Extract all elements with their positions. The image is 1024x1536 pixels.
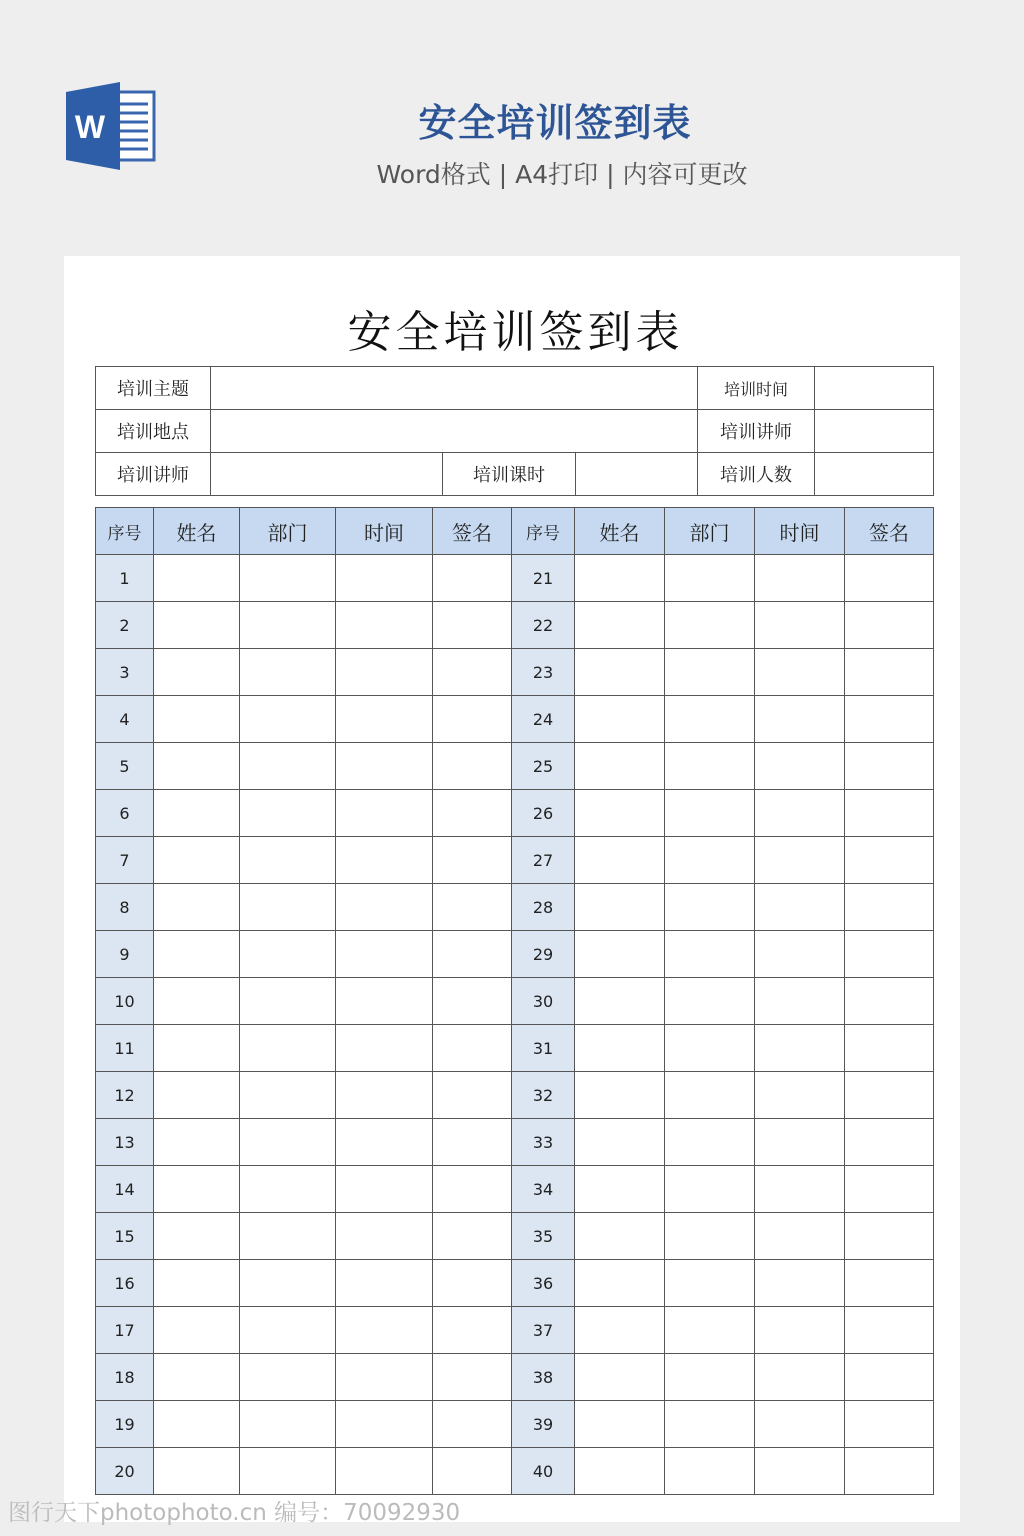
sign-cell[interactable] bbox=[433, 1401, 512, 1448]
banner-title: 安全培训签到表 bbox=[418, 101, 692, 145]
time-cell[interactable] bbox=[755, 1072, 845, 1119]
name-cell[interactable] bbox=[575, 1166, 665, 1213]
sign-cell[interactable] bbox=[433, 1260, 512, 1307]
lecturer-field-2[interactable] bbox=[211, 453, 443, 496]
name-cell[interactable] bbox=[154, 1307, 240, 1354]
hours-field[interactable] bbox=[576, 453, 698, 496]
sign-cell[interactable] bbox=[845, 1072, 934, 1119]
sign-cell[interactable] bbox=[845, 1166, 934, 1213]
table-row bbox=[96, 1025, 934, 1072]
sign-cell[interactable] bbox=[845, 1119, 934, 1166]
row-number: 23 bbox=[512, 649, 575, 696]
time-cell[interactable] bbox=[336, 743, 433, 790]
sign-cell[interactable] bbox=[433, 931, 512, 978]
sign-cell[interactable] bbox=[433, 649, 512, 696]
name-cell[interactable] bbox=[154, 602, 240, 649]
sign-cell[interactable] bbox=[845, 696, 934, 743]
row-number: 27 bbox=[512, 837, 575, 884]
sign-cell[interactable] bbox=[845, 1213, 934, 1260]
time-label: 培训时间 bbox=[698, 367, 815, 410]
table-row bbox=[96, 1307, 934, 1354]
banner-subtitle: Word格式 | A4打印 | 内容可更改 bbox=[376, 160, 748, 189]
time-cell[interactable] bbox=[755, 1307, 845, 1354]
location-field[interactable] bbox=[211, 410, 698, 453]
sign-cell[interactable] bbox=[845, 1260, 934, 1307]
time-cell[interactable] bbox=[336, 602, 433, 649]
name-cell[interactable] bbox=[575, 1260, 665, 1307]
table-row bbox=[96, 790, 934, 837]
time-cell[interactable] bbox=[336, 555, 433, 602]
row-number: 5 bbox=[96, 743, 154, 790]
row-number: 6 bbox=[96, 790, 154, 837]
row-number: 22 bbox=[512, 602, 575, 649]
table-row bbox=[96, 1072, 934, 1119]
sign-cell[interactable] bbox=[433, 555, 512, 602]
row-number: 24 bbox=[512, 696, 575, 743]
sign-cell[interactable] bbox=[845, 649, 934, 696]
name-cell[interactable] bbox=[154, 1072, 240, 1119]
sign-cell[interactable] bbox=[433, 696, 512, 743]
dept-cell[interactable] bbox=[240, 978, 336, 1025]
time-cell[interactable] bbox=[336, 1354, 433, 1401]
time-cell[interactable] bbox=[755, 1401, 845, 1448]
name-cell[interactable] bbox=[575, 884, 665, 931]
name-cell[interactable] bbox=[154, 1448, 240, 1495]
name-cell[interactable] bbox=[575, 1448, 665, 1495]
name-cell[interactable] bbox=[575, 1119, 665, 1166]
name-cell[interactable] bbox=[575, 602, 665, 649]
time-cell[interactable] bbox=[755, 790, 845, 837]
dept-cell[interactable] bbox=[240, 649, 336, 696]
count-field[interactable] bbox=[815, 453, 934, 496]
dept-cell[interactable] bbox=[665, 1166, 755, 1213]
row-number: 25 bbox=[512, 743, 575, 790]
table-row bbox=[96, 1260, 934, 1307]
name-cell[interactable] bbox=[575, 1354, 665, 1401]
dept-cell[interactable] bbox=[240, 1025, 336, 1072]
time-cell[interactable] bbox=[336, 1260, 433, 1307]
row-number: 4 bbox=[96, 696, 154, 743]
name-cell[interactable] bbox=[575, 743, 665, 790]
name-cell[interactable] bbox=[575, 931, 665, 978]
sign-cell[interactable] bbox=[433, 978, 512, 1025]
sign-cell[interactable] bbox=[845, 1354, 934, 1401]
name-cell[interactable] bbox=[575, 1307, 665, 1354]
row-number: 30 bbox=[512, 978, 575, 1025]
name-cell[interactable] bbox=[575, 790, 665, 837]
hours-label: 培训课时 bbox=[443, 453, 576, 496]
name-cell[interactable] bbox=[575, 1025, 665, 1072]
time-cell[interactable] bbox=[755, 1025, 845, 1072]
sign-cell[interactable] bbox=[433, 1213, 512, 1260]
sign-cell[interactable] bbox=[845, 884, 934, 931]
dept-cell[interactable] bbox=[240, 743, 336, 790]
dept-cell[interactable] bbox=[240, 1072, 336, 1119]
dept-cell[interactable] bbox=[665, 1025, 755, 1072]
dept-cell[interactable] bbox=[665, 743, 755, 790]
dept-cell[interactable] bbox=[665, 1307, 755, 1354]
row-number: 29 bbox=[512, 931, 575, 978]
dept-cell[interactable] bbox=[240, 1166, 336, 1213]
row-number: 19 bbox=[96, 1401, 154, 1448]
time-cell[interactable] bbox=[755, 1354, 845, 1401]
name-cell[interactable] bbox=[575, 649, 665, 696]
col-header-sign: 签名 bbox=[433, 508, 512, 555]
time-cell[interactable] bbox=[336, 1448, 433, 1495]
time-cell[interactable] bbox=[755, 1260, 845, 1307]
time-cell[interactable] bbox=[755, 931, 845, 978]
dept-cell[interactable] bbox=[240, 1307, 336, 1354]
name-cell[interactable] bbox=[154, 790, 240, 837]
row-number: 8 bbox=[96, 884, 154, 931]
sign-cell[interactable] bbox=[845, 1025, 934, 1072]
dept-cell[interactable] bbox=[665, 1401, 755, 1448]
dept-cell[interactable] bbox=[240, 1401, 336, 1448]
row-number: 35 bbox=[512, 1213, 575, 1260]
dept-cell[interactable] bbox=[240, 1354, 336, 1401]
name-cell[interactable] bbox=[575, 1213, 665, 1260]
table-row bbox=[96, 602, 934, 649]
dept-cell[interactable] bbox=[240, 602, 336, 649]
time-cell[interactable] bbox=[336, 1025, 433, 1072]
row-number: 17 bbox=[96, 1307, 154, 1354]
table-row bbox=[96, 1401, 934, 1448]
row-number: 39 bbox=[512, 1401, 575, 1448]
time-cell[interactable] bbox=[755, 696, 845, 743]
table-row bbox=[96, 696, 934, 743]
time-cell[interactable] bbox=[755, 743, 845, 790]
time-cell[interactable] bbox=[755, 1448, 845, 1495]
location-label: 培训地点 bbox=[96, 410, 211, 453]
table-row bbox=[96, 1119, 934, 1166]
dept-cell[interactable] bbox=[240, 1448, 336, 1495]
info-row-location bbox=[96, 410, 934, 453]
dept-cell[interactable] bbox=[240, 555, 336, 602]
time-cell[interactable] bbox=[336, 1072, 433, 1119]
table-row bbox=[96, 555, 934, 602]
name-cell[interactable] bbox=[154, 1354, 240, 1401]
info-table bbox=[95, 366, 934, 496]
time-cell[interactable] bbox=[755, 1213, 845, 1260]
col-header-dept-2: 部门 bbox=[665, 508, 755, 555]
time-cell[interactable] bbox=[336, 1166, 433, 1213]
lecturer-field[interactable] bbox=[815, 410, 934, 453]
sign-cell[interactable] bbox=[845, 837, 934, 884]
sign-cell[interactable] bbox=[845, 555, 934, 602]
row-number: 13 bbox=[96, 1119, 154, 1166]
name-cell[interactable] bbox=[154, 837, 240, 884]
dept-cell[interactable] bbox=[240, 884, 336, 931]
sign-cell[interactable] bbox=[845, 1448, 934, 1495]
table-row bbox=[96, 837, 934, 884]
time-cell[interactable] bbox=[755, 1166, 845, 1213]
name-cell[interactable] bbox=[154, 931, 240, 978]
col-header-sign-2: 签名 bbox=[845, 508, 934, 555]
col-header-dept: 部门 bbox=[240, 508, 336, 555]
sign-cell[interactable] bbox=[845, 1307, 934, 1354]
row-number: 11 bbox=[96, 1025, 154, 1072]
name-cell[interactable] bbox=[154, 1119, 240, 1166]
time-cell[interactable] bbox=[336, 837, 433, 884]
dept-cell[interactable] bbox=[240, 1260, 336, 1307]
name-cell[interactable] bbox=[575, 1072, 665, 1119]
row-number: 20 bbox=[96, 1448, 154, 1495]
row-number: 15 bbox=[96, 1213, 154, 1260]
sign-cell[interactable] bbox=[433, 1307, 512, 1354]
name-cell[interactable] bbox=[154, 1260, 240, 1307]
name-cell[interactable] bbox=[154, 884, 240, 931]
row-number: 40 bbox=[512, 1448, 575, 1495]
row-number: 18 bbox=[96, 1354, 154, 1401]
sign-cell[interactable] bbox=[845, 743, 934, 790]
time-cell[interactable] bbox=[755, 837, 845, 884]
time-field[interactable] bbox=[815, 367, 934, 410]
sign-cell[interactable] bbox=[845, 1401, 934, 1448]
name-cell[interactable] bbox=[154, 743, 240, 790]
table-row bbox=[96, 978, 934, 1025]
name-cell[interactable] bbox=[154, 1166, 240, 1213]
sign-cell[interactable] bbox=[433, 1072, 512, 1119]
dept-cell[interactable] bbox=[240, 1213, 336, 1260]
time-cell[interactable] bbox=[755, 978, 845, 1025]
col-header-name: 姓名 bbox=[154, 508, 240, 555]
table-row bbox=[96, 1166, 934, 1213]
row-number: 21 bbox=[512, 555, 575, 602]
time-cell[interactable] bbox=[755, 555, 845, 602]
signin-table bbox=[95, 507, 934, 1495]
row-number: 26 bbox=[512, 790, 575, 837]
time-cell[interactable] bbox=[336, 790, 433, 837]
dept-cell[interactable] bbox=[665, 1354, 755, 1401]
watermark-text: 图行天下photophoto.cn 编号：70092930 bbox=[8, 1500, 461, 1526]
row-number: 7 bbox=[96, 837, 154, 884]
lecturer-label-2: 培训讲师 bbox=[96, 453, 211, 496]
sign-cell[interactable] bbox=[433, 1166, 512, 1213]
dept-cell[interactable] bbox=[665, 555, 755, 602]
table-row bbox=[96, 1213, 934, 1260]
sign-cell[interactable] bbox=[433, 1354, 512, 1401]
table-row bbox=[96, 743, 934, 790]
col-header-time-2: 时间 bbox=[755, 508, 845, 555]
name-cell[interactable] bbox=[154, 649, 240, 696]
col-header-name-2: 姓名 bbox=[575, 508, 665, 555]
row-number: 31 bbox=[512, 1025, 575, 1072]
name-cell[interactable] bbox=[154, 555, 240, 602]
dept-cell[interactable] bbox=[240, 837, 336, 884]
name-cell[interactable] bbox=[154, 1401, 240, 1448]
sign-cell[interactable] bbox=[845, 931, 934, 978]
word-logo-letter: W bbox=[74, 109, 106, 145]
topic-label: 培训主题 bbox=[96, 367, 211, 410]
name-cell[interactable] bbox=[154, 696, 240, 743]
time-cell[interactable] bbox=[755, 1119, 845, 1166]
row-number: 12 bbox=[96, 1072, 154, 1119]
time-cell[interactable] bbox=[336, 931, 433, 978]
name-cell[interactable] bbox=[575, 1401, 665, 1448]
row-number: 28 bbox=[512, 884, 575, 931]
time-cell[interactable] bbox=[755, 649, 845, 696]
topic-field[interactable] bbox=[211, 367, 698, 410]
row-number: 9 bbox=[96, 931, 154, 978]
table-row bbox=[96, 931, 934, 978]
sign-cell[interactable] bbox=[433, 837, 512, 884]
name-cell[interactable] bbox=[575, 837, 665, 884]
row-number: 33 bbox=[512, 1119, 575, 1166]
table-row bbox=[96, 1354, 934, 1401]
time-cell[interactable] bbox=[755, 602, 845, 649]
col-header-seq-2: 序号 bbox=[512, 508, 575, 555]
dept-cell[interactable] bbox=[665, 649, 755, 696]
dept-cell[interactable] bbox=[665, 1213, 755, 1260]
dept-cell[interactable] bbox=[665, 931, 755, 978]
sign-cell[interactable] bbox=[433, 602, 512, 649]
time-cell[interactable] bbox=[336, 649, 433, 696]
dept-cell[interactable] bbox=[665, 602, 755, 649]
sign-cell[interactable] bbox=[433, 1025, 512, 1072]
row-number: 32 bbox=[512, 1072, 575, 1119]
dept-cell[interactable] bbox=[665, 1260, 755, 1307]
name-cell[interactable] bbox=[575, 555, 665, 602]
dept-cell[interactable] bbox=[240, 696, 336, 743]
col-header-time: 时间 bbox=[336, 508, 433, 555]
sign-cell[interactable] bbox=[845, 978, 934, 1025]
time-cell[interactable] bbox=[755, 884, 845, 931]
dept-cell[interactable] bbox=[665, 884, 755, 931]
dept-cell[interactable] bbox=[665, 837, 755, 884]
dept-cell[interactable] bbox=[665, 978, 755, 1025]
time-cell[interactable] bbox=[336, 884, 433, 931]
name-cell[interactable] bbox=[154, 978, 240, 1025]
table-row bbox=[96, 1448, 934, 1495]
dept-cell[interactable] bbox=[240, 790, 336, 837]
name-cell[interactable] bbox=[154, 1213, 240, 1260]
row-number: 16 bbox=[96, 1260, 154, 1307]
dept-cell[interactable] bbox=[665, 790, 755, 837]
info-row-topic bbox=[96, 367, 934, 410]
sign-cell[interactable] bbox=[845, 602, 934, 649]
sign-cell[interactable] bbox=[433, 1448, 512, 1495]
table-row bbox=[96, 884, 934, 931]
row-number: 3 bbox=[96, 649, 154, 696]
time-cell[interactable] bbox=[336, 696, 433, 743]
info-row-lecturer bbox=[96, 453, 934, 496]
sign-cell[interactable] bbox=[433, 790, 512, 837]
count-label: 培训人数 bbox=[698, 453, 815, 496]
row-number: 36 bbox=[512, 1260, 575, 1307]
sign-cell[interactable] bbox=[433, 884, 512, 931]
lecturer-label: 培训讲师 bbox=[698, 410, 815, 453]
name-cell[interactable] bbox=[575, 978, 665, 1025]
row-number: 34 bbox=[512, 1166, 575, 1213]
signin-header-row bbox=[96, 508, 934, 555]
name-cell[interactable] bbox=[154, 1025, 240, 1072]
name-cell[interactable] bbox=[575, 696, 665, 743]
row-number: 2 bbox=[96, 602, 154, 649]
signin-body bbox=[96, 555, 934, 1495]
time-cell[interactable] bbox=[336, 1119, 433, 1166]
time-cell[interactable] bbox=[336, 1401, 433, 1448]
dept-cell[interactable] bbox=[665, 1119, 755, 1166]
document-title: 安全培训签到表 bbox=[347, 307, 684, 358]
row-number: 38 bbox=[512, 1354, 575, 1401]
col-header-seq: 序号 bbox=[96, 508, 154, 555]
sign-cell[interactable] bbox=[433, 1119, 512, 1166]
dept-cell[interactable] bbox=[240, 931, 336, 978]
time-cell[interactable] bbox=[336, 1213, 433, 1260]
dept-cell[interactable] bbox=[665, 1448, 755, 1495]
sign-cell[interactable] bbox=[433, 743, 512, 790]
time-cell[interactable] bbox=[336, 978, 433, 1025]
table-row bbox=[96, 649, 934, 696]
row-number: 14 bbox=[96, 1166, 154, 1213]
time-cell[interactable] bbox=[336, 1307, 433, 1354]
row-number: 10 bbox=[96, 978, 154, 1025]
dept-cell[interactable] bbox=[240, 1119, 336, 1166]
dept-cell[interactable] bbox=[665, 696, 755, 743]
sign-cell[interactable] bbox=[845, 790, 934, 837]
row-number: 1 bbox=[96, 555, 154, 602]
row-number: 37 bbox=[512, 1307, 575, 1354]
dept-cell[interactable] bbox=[665, 1072, 755, 1119]
